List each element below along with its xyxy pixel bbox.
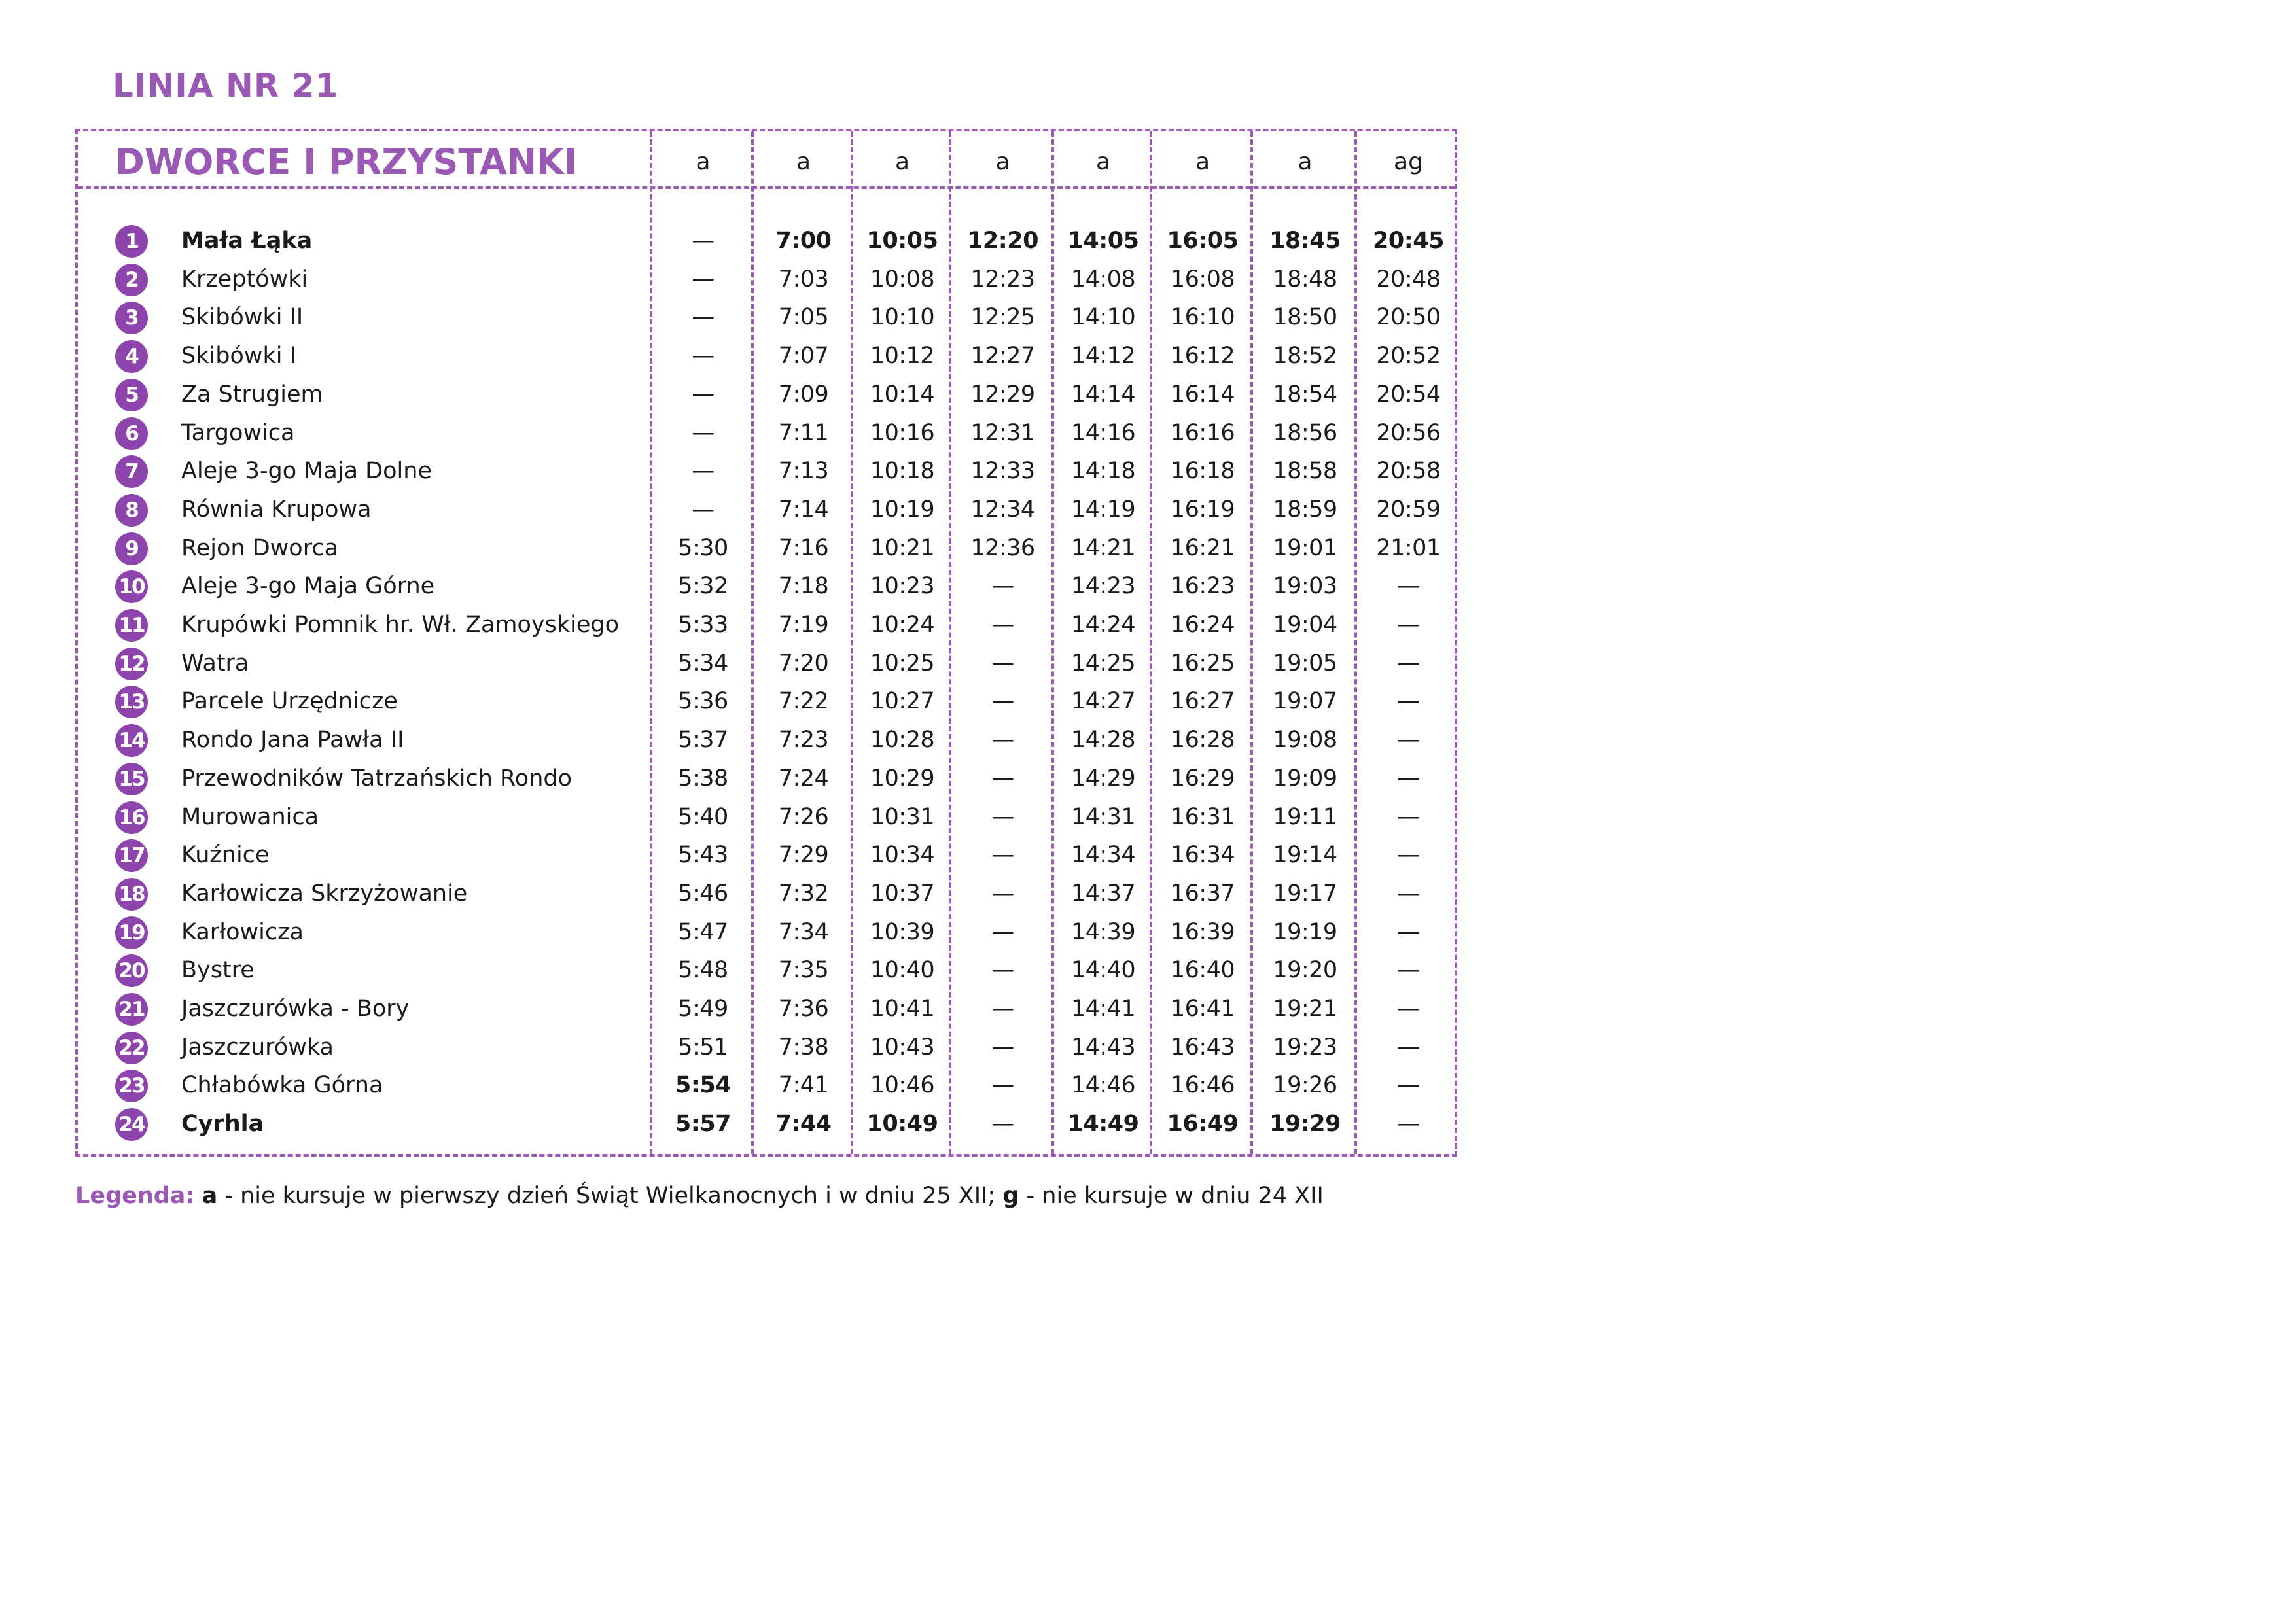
stop-name: Skibówki II	[181, 304, 304, 331]
departure-time-cell: 16:28	[1170, 727, 1235, 754]
column-header: a	[894, 148, 910, 175]
departure-time-cell: 5:54	[675, 1072, 732, 1099]
table-row	[78, 491, 1455, 529]
departure-time-cell: 7:20	[778, 650, 829, 676]
departure-time-cell: 12:29	[970, 381, 1035, 408]
departure-time-cell: 7:03	[778, 266, 829, 292]
departure-time-cell: 14:28	[1070, 727, 1136, 754]
stop-name: Karłowicza	[181, 918, 304, 945]
departure-time-cell: 7:05	[778, 304, 829, 331]
stop-name: Jaszczurówka	[181, 1034, 334, 1060]
departure-time-cell: 16:18	[1170, 458, 1235, 485]
departure-time-cell: 14:49	[1067, 1111, 1139, 1138]
departure-time-cell: —	[1397, 650, 1420, 676]
departure-time-cell: 7:41	[778, 1072, 829, 1099]
departure-time-cell: —	[1397, 765, 1420, 792]
departure-time-cell: 10:18	[870, 458, 935, 485]
table-row	[78, 682, 1455, 721]
stop-name: Bystre	[181, 957, 255, 984]
departure-time-cell: 19:14	[1273, 842, 1337, 869]
departure-time-cell: 10:41	[870, 996, 935, 1022]
stop-number-badge: 16	[115, 801, 148, 834]
departure-time-cell: 7:07	[778, 343, 829, 370]
departure-time-cell: 20:48	[1376, 266, 1441, 292]
departure-time-cell: —	[1397, 842, 1420, 869]
departure-time-cell: 12:23	[970, 266, 1035, 292]
table-row	[78, 759, 1455, 798]
departure-time-cell: 5:49	[678, 996, 728, 1022]
departure-time-cell: 12:36	[970, 534, 1035, 561]
departure-time-cell: 16:31	[1170, 803, 1235, 830]
stop-number-badge: 1	[115, 225, 148, 258]
departure-time-cell: 20:45	[1373, 228, 1444, 254]
departure-time-cell: 14:08	[1070, 266, 1136, 292]
departure-time-cell: —	[692, 419, 715, 446]
departure-time-cell: 10:12	[870, 343, 935, 370]
departure-time-cell: 20:52	[1376, 343, 1441, 370]
table-row	[78, 298, 1455, 337]
stop-name: Cyrhla	[181, 1111, 264, 1138]
departure-time-cell: 14:46	[1070, 1072, 1136, 1099]
stop-number-badge: 17	[115, 839, 148, 872]
departure-time-cell: 10:37	[870, 880, 935, 907]
stop-name: Mała Łąka	[181, 228, 313, 254]
table-row	[78, 452, 1455, 491]
departure-time-cell: 14:40	[1070, 957, 1136, 984]
departure-time-cell: 7:24	[778, 765, 829, 792]
departure-time-cell: —	[692, 458, 715, 485]
column-divider	[851, 131, 853, 1154]
departure-time-cell: 20:50	[1376, 304, 1441, 331]
stop-number-badge: 7	[115, 455, 148, 488]
departure-time-cell: 14:39	[1070, 918, 1136, 945]
departure-time-cell: 5:51	[678, 1034, 728, 1060]
departure-time-cell: 7:00	[775, 228, 832, 254]
departure-time-cell: 10:29	[870, 765, 935, 792]
departure-time-cell: —	[991, 1072, 1014, 1099]
departure-time-cell: 12:33	[970, 458, 1035, 485]
legend-text-g: - nie kursuje w dniu 24 XII	[1019, 1183, 1324, 1209]
departure-time-cell: 10:05	[866, 228, 938, 254]
departure-time-cell: —	[1397, 1072, 1420, 1099]
departure-time-cell: 10:19	[870, 496, 935, 523]
timetable	[75, 129, 1457, 1157]
departure-time-cell: 14:12	[1070, 343, 1136, 370]
departure-time-cell: 5:32	[678, 573, 728, 600]
departure-time-cell: 16:49	[1167, 1111, 1239, 1138]
table-row	[78, 1066, 1455, 1105]
departure-time-cell: 5:36	[678, 688, 728, 715]
departure-time-cell: 7:18	[778, 573, 829, 600]
departure-time-cell: 5:37	[678, 727, 728, 754]
legend-key-g: g	[1002, 1183, 1019, 1209]
departure-time-cell: —	[991, 1111, 1014, 1138]
table-row	[78, 529, 1455, 568]
departure-time-cell: 19:07	[1273, 688, 1337, 715]
departure-time-cell: 19:05	[1273, 650, 1337, 676]
table-row	[78, 567, 1455, 606]
departure-time-cell: —	[1397, 996, 1420, 1022]
column-header: a	[995, 148, 1010, 175]
departure-time-cell: 7:22	[778, 688, 829, 715]
departure-time-cell: 10:31	[870, 803, 935, 830]
departure-time-cell: 16:25	[1170, 650, 1235, 676]
departure-time-cell: 10:27	[870, 688, 935, 715]
column-header: a	[1195, 148, 1210, 175]
departure-time-cell: 16:43	[1170, 1034, 1235, 1060]
departure-time-cell: —	[991, 688, 1014, 715]
stop-name: Aleje 3-go Maja Dolne	[181, 458, 432, 485]
table-row	[78, 375, 1455, 414]
departure-time-cell: 7:13	[778, 458, 829, 485]
table-row	[78, 222, 1455, 260]
departure-time-cell: 12:27	[970, 343, 1035, 370]
stop-number-badge: 5	[115, 379, 148, 411]
departure-time-cell: 5:43	[678, 842, 728, 869]
column-divider	[751, 131, 754, 1154]
departure-time-cell: 12:34	[970, 496, 1035, 523]
departure-time-cell: 18:54	[1273, 381, 1337, 408]
departure-time-cell: 7:16	[778, 534, 829, 561]
departure-time-cell: 18:50	[1273, 304, 1337, 331]
departure-time-cell: 18:58	[1273, 458, 1337, 485]
departure-time-cell: 7:44	[775, 1111, 832, 1138]
table-row	[78, 337, 1455, 375]
departure-time-cell: 14:10	[1070, 304, 1136, 331]
departure-time-cell: 14:41	[1070, 996, 1136, 1022]
column-divider	[1150, 131, 1152, 1154]
table-row	[78, 836, 1455, 875]
departure-time-cell: 10:23	[870, 573, 935, 600]
stop-number-badge: 18	[115, 878, 148, 911]
stop-number-badge: 14	[115, 724, 148, 757]
stop-name: Jaszczurówka - Bory	[181, 996, 410, 1022]
departure-time-cell: 10:28	[870, 727, 935, 754]
departure-time-cell: 18:52	[1273, 343, 1337, 370]
departure-time-cell: —	[692, 266, 715, 292]
stop-name: Rondo Jana Pawła II	[181, 727, 404, 754]
departure-time-cell: 14:23	[1070, 573, 1136, 600]
departure-time-cell: 10:08	[870, 266, 935, 292]
departure-time-cell: 18:56	[1273, 419, 1337, 446]
departure-time-cell: 10:25	[870, 650, 935, 676]
stop-number-badge: 3	[115, 302, 148, 334]
column-header: a	[1095, 148, 1111, 175]
departure-time-cell: —	[991, 842, 1014, 869]
stop-number-badge: 13	[115, 686, 148, 718]
departure-time-cell: —	[991, 650, 1014, 676]
departure-time-cell: 20:54	[1376, 381, 1441, 408]
stop-number-badge: 24	[115, 1108, 148, 1141]
departure-time-cell: 16:29	[1170, 765, 1235, 792]
departure-time-cell: —	[692, 496, 715, 523]
departure-time-cell: —	[1397, 688, 1420, 715]
departure-time-cell: 16:19	[1170, 496, 1235, 523]
departure-time-cell: 7:19	[778, 612, 829, 638]
column-header: ag	[1394, 148, 1423, 175]
departure-time-cell: 10:49	[866, 1111, 938, 1138]
stop-name: Rejon Dworca	[181, 534, 339, 561]
departure-time-cell: —	[1397, 612, 1420, 638]
departure-time-cell: 12:31	[970, 419, 1035, 446]
departure-time-cell: 19:03	[1273, 573, 1337, 600]
departure-time-cell: 7:09	[778, 381, 829, 408]
stop-name: Za Strugiem	[181, 381, 323, 408]
departure-time-cell: —	[991, 957, 1014, 984]
departure-time-cell: 19:26	[1273, 1072, 1337, 1099]
departure-time-cell: 16:08	[1170, 266, 1235, 292]
departure-time-cell: —	[1397, 727, 1420, 754]
departure-time-cell: 10:43	[870, 1034, 935, 1060]
column-divider	[949, 131, 951, 1154]
departure-time-cell: 7:29	[778, 842, 829, 869]
column-header: a	[696, 148, 711, 175]
departure-time-cell: 16:16	[1170, 419, 1235, 446]
table-row	[78, 414, 1455, 453]
departure-time-cell: 16:40	[1170, 957, 1235, 984]
departure-time-cell: —	[991, 803, 1014, 830]
legend-text-a: - nie kursuje w pierwszy dzień Świąt Wielkanocnych i w dniu 25 XII;	[217, 1183, 1003, 1209]
departure-time-cell: 16:39	[1170, 918, 1235, 945]
departure-time-cell: 14:29	[1070, 765, 1136, 792]
departure-time-cell: —	[1397, 918, 1420, 945]
departure-time-cell: 14:24	[1070, 612, 1136, 638]
table-row	[78, 875, 1455, 913]
stop-number-badge: 12	[115, 648, 148, 680]
departure-time-cell: —	[1397, 573, 1420, 600]
stop-name: Przewodników Tatrzańskich Rondo	[181, 765, 573, 792]
departure-time-cell: 7:34	[778, 918, 829, 945]
departure-time-cell: 19:01	[1273, 534, 1337, 561]
departure-time-cell: 7:32	[778, 880, 829, 907]
stop-number-badge: 21	[115, 993, 148, 1026]
departure-time-cell: 19:08	[1273, 727, 1337, 754]
departure-time-cell: 16:10	[1170, 304, 1235, 331]
departure-time-cell: 16:34	[1170, 842, 1235, 869]
departure-time-cell: 16:14	[1170, 381, 1235, 408]
departure-time-cell: 19:23	[1273, 1034, 1337, 1060]
departure-time-cell: —	[991, 1034, 1014, 1060]
departure-time-cell: 19:17	[1273, 880, 1337, 907]
stop-name: Skibówki I	[181, 343, 296, 370]
table-row	[78, 606, 1455, 644]
departure-time-cell: —	[991, 918, 1014, 945]
stop-name: Karłowicza Skrzyżowanie	[181, 880, 468, 907]
departure-time-cell: —	[1397, 957, 1420, 984]
departure-time-cell: 7:36	[778, 996, 829, 1022]
stop-name: Kuźnice	[181, 842, 270, 869]
departure-time-cell: 16:27	[1170, 688, 1235, 715]
departure-time-cell: 10:16	[870, 419, 935, 446]
departure-time-cell: 16:05	[1167, 228, 1239, 254]
table-row	[78, 913, 1455, 952]
departure-time-cell: 19:29	[1269, 1111, 1341, 1138]
stop-number-badge: 9	[115, 532, 148, 565]
column-divider	[1354, 131, 1357, 1154]
stop-number-badge: 4	[115, 340, 148, 373]
stop-name: Krupówki Pomnik hr. Wł. Zamoyskiego	[181, 612, 620, 638]
departure-time-cell: 19:09	[1273, 765, 1337, 792]
departure-time-cell: 7:35	[778, 957, 829, 984]
departure-time-cell: —	[692, 304, 715, 331]
stop-name: Murowanica	[181, 803, 319, 830]
departure-time-cell: 14:27	[1070, 688, 1136, 715]
departure-time-cell: 14:05	[1067, 228, 1139, 254]
departure-time-cell: —	[991, 573, 1014, 600]
table-row	[78, 1028, 1455, 1067]
departure-time-cell: 5:30	[678, 534, 728, 561]
departure-time-cell: 20:58	[1376, 458, 1441, 485]
departure-time-cell: 10:40	[870, 957, 935, 984]
departure-time-cell: 19:11	[1273, 803, 1337, 830]
departure-time-cell: 10:14	[870, 381, 935, 408]
stop-name: Targowica	[181, 419, 295, 446]
table-row	[78, 721, 1455, 759]
departure-time-cell: —	[991, 880, 1014, 907]
table-row	[78, 990, 1455, 1028]
departure-time-cell: 5:34	[678, 650, 728, 676]
legend-title: Legenda:	[75, 1183, 195, 1209]
departure-time-cell: 14:14	[1070, 381, 1136, 408]
departure-time-cell: —	[1397, 880, 1420, 907]
departure-time-cell: 10:24	[870, 612, 935, 638]
departure-time-cell: 10:21	[870, 534, 935, 561]
departure-time-cell: 18:59	[1273, 496, 1337, 523]
departure-time-cell: 7:14	[778, 496, 829, 523]
departure-time-cell: 16:24	[1170, 612, 1235, 638]
departure-time-cell: —	[692, 228, 715, 254]
departure-time-cell: 14:25	[1070, 650, 1136, 676]
table-row	[78, 260, 1455, 299]
departure-time-cell: 10:10	[870, 304, 935, 331]
stop-name: Watra	[181, 650, 249, 676]
departure-time-cell: 20:59	[1376, 496, 1441, 523]
departure-time-cell: 5:57	[675, 1111, 732, 1138]
stop-number-badge: 2	[115, 264, 148, 296]
departure-time-cell: 10:39	[870, 918, 935, 945]
stop-number-badge: 11	[115, 609, 148, 642]
departure-time-cell: 14:19	[1070, 496, 1136, 523]
departure-time-cell: 14:34	[1070, 842, 1136, 869]
departure-time-cell: 12:20	[967, 228, 1038, 254]
departure-time-cell: 19:04	[1273, 612, 1337, 638]
departure-time-cell: 14:21	[1070, 534, 1136, 561]
stop-number-badge: 8	[115, 494, 148, 527]
stop-number-badge: 15	[115, 763, 148, 795]
departure-time-cell: 5:40	[678, 803, 728, 830]
departure-time-cell: 7:26	[778, 803, 829, 830]
departure-time-cell: 19:20	[1273, 957, 1337, 984]
page-title: LINIA NR 21	[113, 67, 339, 105]
stop-number-badge: 10	[115, 570, 148, 603]
stop-number-badge: 19	[115, 916, 148, 949]
column-divider	[1051, 131, 1054, 1154]
departure-time-cell: 16:46	[1170, 1072, 1235, 1099]
departure-time-cell: 14:37	[1070, 880, 1136, 907]
departure-time-cell: —	[1397, 1111, 1420, 1138]
departure-time-cell: 7:11	[778, 419, 829, 446]
departure-time-cell: 5:48	[678, 957, 728, 984]
departure-time-cell: 19:21	[1273, 996, 1337, 1022]
departure-time-cell: —	[991, 996, 1014, 1022]
departure-time-cell: —	[991, 765, 1014, 792]
table-row	[78, 951, 1455, 990]
departure-time-cell: 5:46	[678, 880, 728, 907]
column-header: a	[796, 148, 811, 175]
departure-time-cell: 5:33	[678, 612, 728, 638]
departure-time-cell: 14:18	[1070, 458, 1136, 485]
departure-time-cell: —	[1397, 1034, 1420, 1060]
departure-time-cell: 18:48	[1273, 266, 1337, 292]
departure-time-cell: —	[991, 727, 1014, 754]
table-row	[78, 644, 1455, 683]
column-divider	[1250, 131, 1253, 1154]
table-header-label: DWORCE I PRZYSTANKI	[115, 141, 577, 183]
departure-time-cell: 18:45	[1269, 228, 1341, 254]
departure-time-cell: —	[692, 343, 715, 370]
stop-name: Równia Krupowa	[181, 496, 372, 523]
departure-time-cell: —	[1397, 803, 1420, 830]
departure-time-cell: 16:12	[1170, 343, 1235, 370]
stop-number-badge: 23	[115, 1070, 148, 1102]
departure-time-cell: 12:25	[970, 304, 1035, 331]
departure-time-cell: 16:21	[1170, 534, 1235, 561]
departure-time-cell: 5:38	[678, 765, 728, 792]
departure-time-cell: 14:16	[1070, 419, 1136, 446]
departure-time-cell: 19:19	[1273, 918, 1337, 945]
stop-name: Krzeptówki	[181, 266, 308, 292]
departure-time-cell: 16:23	[1170, 573, 1235, 600]
departure-time-cell: 10:46	[870, 1072, 935, 1099]
departure-time-cell: 7:38	[778, 1034, 829, 1060]
departure-time-cell: 16:41	[1170, 996, 1235, 1022]
departure-time-cell: —	[692, 381, 715, 408]
departure-time-cell: 10:34	[870, 842, 935, 869]
legend-key-a: a	[202, 1183, 218, 1209]
departure-time-cell: 21:01	[1376, 534, 1441, 561]
departure-time-cell: 20:56	[1376, 419, 1441, 446]
departure-time-cell: 5:47	[678, 918, 728, 945]
departure-time-cell: 14:43	[1070, 1034, 1136, 1060]
stop-number-badge: 20	[115, 954, 148, 987]
stop-name: Chłabówka Górna	[181, 1072, 383, 1099]
column-divider	[650, 131, 652, 1154]
legend	[75, 1183, 1324, 1209]
stop-name: Aleje 3-go Maja Górne	[181, 573, 435, 600]
departure-time-cell: —	[991, 612, 1014, 638]
departure-time-cell: 14:31	[1070, 803, 1136, 830]
stop-name: Parcele Urzędnicze	[181, 688, 398, 715]
table-row	[78, 1105, 1455, 1143]
stop-number-badge: 6	[115, 417, 148, 450]
table-row	[78, 798, 1455, 837]
departure-time-cell: 16:37	[1170, 880, 1235, 907]
column-header: a	[1298, 148, 1313, 175]
stop-number-badge: 22	[115, 1032, 148, 1064]
departure-time-cell: 7:23	[778, 727, 829, 754]
